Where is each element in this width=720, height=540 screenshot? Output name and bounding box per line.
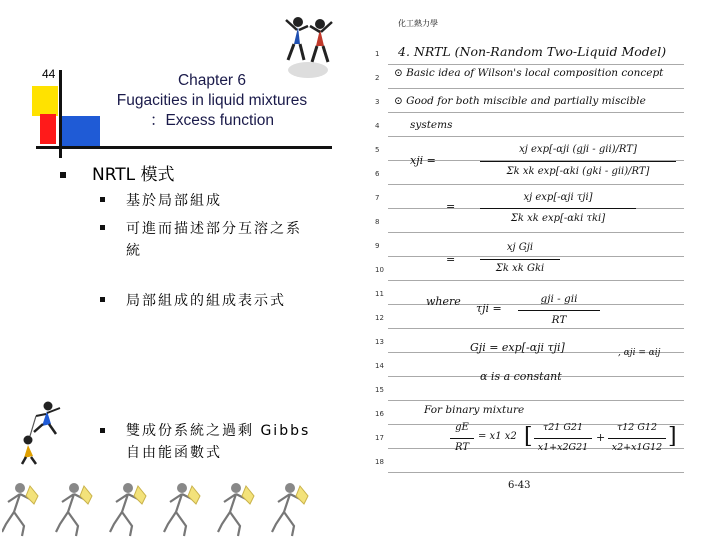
tau-lhs: τji = <box>476 302 502 315</box>
ruled-line <box>388 136 684 137</box>
climbers-clipart-icon <box>16 400 66 466</box>
bracket-open: [ <box>524 424 533 449</box>
line-number: 1 <box>375 50 380 58</box>
line-number: 7 <box>375 194 380 202</box>
line-number: 16 <box>375 410 384 418</box>
sub-bullet-1-line-1: 基於局部組成 <box>126 193 222 209</box>
eq3-fraction-bar <box>480 259 560 260</box>
line-number: 2 <box>375 74 380 82</box>
ruled-line <box>388 112 684 113</box>
deco-vertical-line <box>59 70 62 158</box>
sub-bullet-2-line-1: 可進而描述部分互溶之系 <box>126 221 302 237</box>
alpha-constant: α is a constant <box>480 370 562 383</box>
ruled-line <box>388 280 684 281</box>
ruled-line <box>388 400 684 401</box>
ruled-line <box>388 328 684 329</box>
ge-numerator: gE <box>455 422 469 433</box>
eq2-equals: = <box>446 200 456 213</box>
eq2-denominator: Σk xk exp[-αki τki] <box>510 213 606 224</box>
page-number: 44 <box>42 67 56 81</box>
title-line-1: Chapter 6 <box>177 72 247 89</box>
sub-bullet-2 <box>126 218 302 262</box>
term1-denominator: x1+x2G21 <box>537 442 589 453</box>
term1-fraction-bar <box>534 438 592 439</box>
eq2-numerator: xj exp[-αji τji] <box>523 192 593 203</box>
term-plus: + <box>596 431 606 444</box>
kids-clipart-icon <box>280 12 338 82</box>
line-number: 17 <box>375 434 384 442</box>
g-definition: Gji = exp[-αji τji] <box>470 341 565 354</box>
tau-denominator: RT <box>551 314 567 326</box>
ruled-line <box>388 472 684 473</box>
ruled-line <box>388 256 684 257</box>
eq3-numerator: xj Gji <box>506 242 534 253</box>
notes-point-1: ⊙ Basic idea of Wilson's local composition concept <box>394 67 664 79</box>
title-line-2: Fugacities in liquid mixtures <box>116 92 308 109</box>
line-number: 5 <box>375 146 380 154</box>
term2-denominator: x2+x1G12 <box>611 442 663 453</box>
line-number: 10 <box>375 266 384 274</box>
bullet-square-icon <box>100 225 105 230</box>
deco-horizontal-line <box>36 146 332 149</box>
sub-bullet-4-line-1: 雙成份系統之過剩 Gibbs <box>126 423 311 439</box>
tau-numerator: gji - gii <box>540 293 578 305</box>
eq1-lhs: xji = <box>410 154 436 167</box>
notes-footer: 6-43 <box>508 480 531 491</box>
ge-fraction-bar <box>450 438 474 439</box>
ruled-line <box>388 88 684 89</box>
term2-fraction-bar <box>608 438 666 439</box>
eq1-denominator: Σk xk exp[-αki (gki - gii)/RT] <box>506 166 650 177</box>
line-number: 6 <box>375 170 380 178</box>
sub-bullet-4 <box>126 420 310 464</box>
line-number: 13 <box>375 338 384 346</box>
sub-bullet-2-line-2: 統 <box>126 243 142 259</box>
ruled-line <box>388 64 684 65</box>
where-label: where <box>426 295 461 308</box>
line-number: 4 <box>375 122 380 130</box>
eq3-denominator: Σk xk Gki <box>495 263 545 274</box>
eq1-fraction-bar <box>480 161 676 162</box>
alpha-symmetry: , αji = αij <box>618 348 661 358</box>
line-number: 12 <box>375 314 384 322</box>
notes-point-2: ⊙ Good for both miscible and partially miscible <box>394 95 646 107</box>
ge-denominator: RT <box>454 442 470 453</box>
line-number: 3 <box>375 98 380 106</box>
deco-yellow-block <box>32 86 58 116</box>
main-bullet-text: NRTL 模式 <box>92 165 175 185</box>
line-number: 11 <box>375 290 384 298</box>
bullet-square-icon <box>60 172 66 178</box>
tau-fraction-bar <box>518 310 600 311</box>
bracket-close: ] <box>668 424 677 449</box>
notes-point-2b: systems <box>410 119 453 131</box>
sub-bullet-1 <box>126 190 222 212</box>
sub-bullet-3-line-1: 局部組成的組成表示式 <box>126 293 286 309</box>
line-number: 18 <box>375 458 384 466</box>
eq2-fraction-bar <box>480 208 636 209</box>
title-line-3: ：Excess function <box>149 112 275 129</box>
bullet-square-icon <box>100 428 105 433</box>
term1-numerator: τ21 G21 <box>542 422 584 433</box>
handwritten-notes <box>368 8 688 496</box>
line-number: 8 <box>375 218 380 226</box>
term2-numerator: τ12 G12 <box>616 422 658 433</box>
bullet-square-icon <box>100 197 105 202</box>
line-number: 14 <box>375 362 384 370</box>
deco-red-block <box>40 114 56 144</box>
binary-mixture-label: For binary mixture <box>424 404 525 416</box>
bullet-square-icon <box>100 297 105 302</box>
line-number: 15 <box>375 386 384 394</box>
eq3-equals: = <box>446 253 456 266</box>
ruled-line <box>388 184 684 185</box>
notes-header: 化工熱力學 <box>398 19 438 28</box>
notes-heading: 4. NRTL (Non-Random Two-Liquid Model) <box>398 44 667 59</box>
line-number: 9 <box>375 242 380 250</box>
sub-bullet-3 <box>126 290 286 312</box>
sub-bullet-4-line-2: 自由能函數式 <box>126 445 222 461</box>
ge-middle: = x1 x2 <box>478 431 517 442</box>
ruled-line <box>388 232 684 233</box>
eq1-numerator: xj exp[-αji (gji - gii)/RT] <box>519 144 637 155</box>
runners-clipart-icon <box>2 478 352 540</box>
